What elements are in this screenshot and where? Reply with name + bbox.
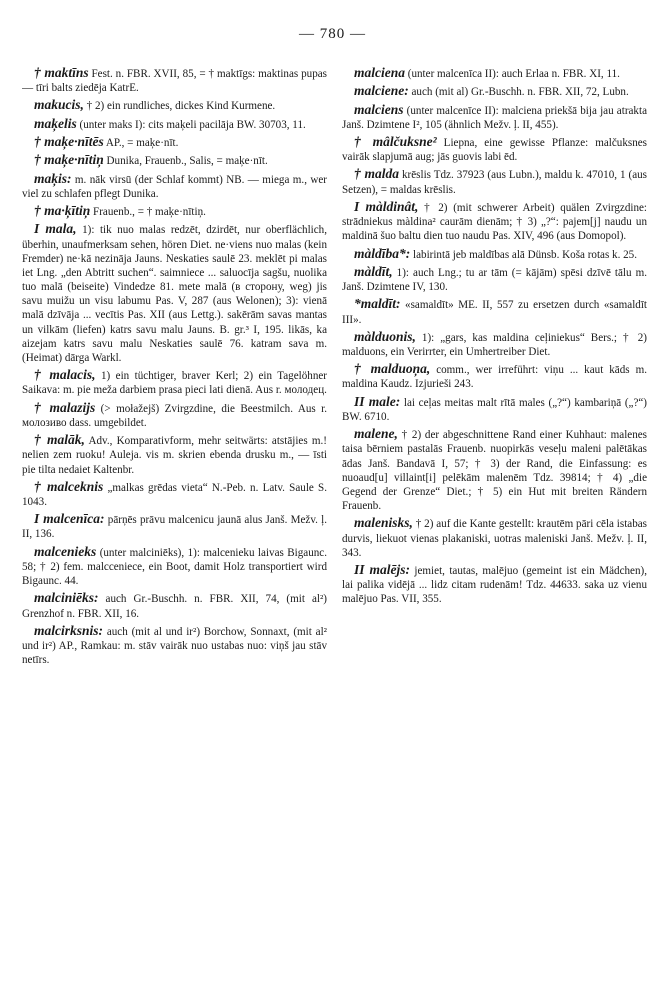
entry-headword: † maķe·nītiņ: [34, 152, 104, 168]
dictionary-entry: [342, 82, 647, 99]
entry-text: (> mołažejš) Zvirgzdine, die Beestmilch. Aus r. молозиво dass. umgebildet.: [22, 402, 327, 429]
dictionary-entry: [22, 622, 327, 668]
dictionary-entry: [342, 198, 647, 244]
entry-headword: † mâlčuksne²: [354, 133, 437, 149]
entry-headword: malcirksnis:: [34, 622, 104, 638]
entry-text: 1) ein tüchtiger, braver Kerl; 2) ein Tagelöhner Saikava: m. pie meža darbiem prasa pieci lati dienā. Aus r. молодец.: [22, 370, 327, 397]
dictionary-entry: [342, 514, 647, 560]
entry-headword: † malceknis: [34, 478, 104, 494]
entry-headword: II male:: [354, 393, 401, 409]
dictionary-entry: [22, 64, 327, 95]
entry-headword: *maldīt:: [354, 296, 401, 312]
entry-headword: màldīt,: [354, 263, 393, 279]
entry-text: comm., wer irreführt: viņu ... kaut kāds m. maldina Kaudz. Izjurieši 243.: [342, 364, 647, 391]
right-column: [342, 64, 647, 989]
entry-text: «samaldīt» ME. II, 557 zu ersetzen durch «samaldīt III».: [342, 299, 647, 326]
entry-headword: † malāk,: [34, 432, 85, 448]
dictionary-entry: [22, 133, 327, 150]
entry-text: (unter maks I): cits maķeli pacilāja BW. 30703, 11.: [76, 118, 306, 131]
entry-text: jemiet, tautas, malējuo (gemeint ist ein Mädchen), lai palika vidējā ... lidz citam rudenām! Tdz. 44633. saka uz vienu malējuo Pas. VII, 355.: [342, 564, 647, 606]
dictionary-entry: [22, 478, 327, 509]
entry-headword: malciene:: [354, 83, 409, 99]
dictionary-entry: [22, 589, 327, 620]
entry-text: (unter malcenīce II): malciena priekšā bija jau atrakta Janš. Dzimtene I², 105 (ähnlich Mežv. ļ. II, 455).: [342, 104, 647, 131]
entry-text: pārņēs prāvu malcenicu jaunā alus Janš. Mežv. ļ. II, 136.: [22, 514, 327, 541]
entry-headword: malciniēks:: [34, 590, 99, 606]
entry-text: „malkas grēdas vieta“ N.-Peb. n. Latv. Saule S. 1043.: [22, 481, 327, 508]
entry-text: Adv., Komparativform, mehr seitwärts: atstājies m.! nelien zem ruoku! Auleja. vis m. skrien ebenda drusku m., — īsti pie tilta nedaiet Kaltenbr.: [22, 435, 327, 476]
dictionary-entry: [342, 133, 647, 164]
entry-headword: maķelis: [34, 115, 77, 131]
entry-text: † 2) (mit schwerer Arbeit) quälen Zvirgzdine: strādniekus màldina² caurām dienām; † 3) „?“: pajem[j] naudu un maldinā šuo baltu dien tuo naudu Pas. XIV, 496 (aus Domopol).: [342, 201, 647, 243]
dictionary-entry: [22, 510, 327, 541]
entry-headword: II malējs:: [354, 561, 411, 577]
entry-text: 1): auch Lng.; tu ar tām (= kājām) spēsi dzīvē tālu m. Janš. Dzimtene IV, 130.: [342, 266, 647, 294]
entry-headword: I màldinât,: [354, 198, 419, 214]
dictionary-entry: [22, 399, 327, 430]
entry-text: lai ceļas meitas malt rītā males („?“) kambariņā („?“) BW. 6710.: [342, 396, 647, 423]
left-column: [22, 64, 327, 989]
entry-text: AP., = maķe·nīt.: [103, 136, 179, 149]
entry-headword: maķis:: [34, 170, 72, 186]
entry-text: 1): tik nuo malas redzēt, dzirdēt, nur oberflächlich, überhin, unaufmerksam sehen, hören Diet. ne·viens nuo malas (kein Fremder) ne·kā nezināja Jauns. Neskaties saulē 23. meklēt pi malas iet Lng. „den Abtritt suchen“. saimniece ... saluocīja sagšu, nuolika tuo malā (beiseite) Vindedze 81. mete malā (в сторону, weg) jis savu muižu un visu labumu Pas. V, 287 (aus Welonen); 3): vienā malā dzīvāja ... vecītis Pas. XII (aus Lettg.). sakērām savas mantas un vilkām (liefen) katrs savu malu Jauns. B. gr.³ I, 195. likās, ka aizejam katrs savu malu Neskaties saulē 76. katram sava m. (Heimat) dārga Warkl.: [22, 224, 327, 364]
dictionary-entry: [342, 425, 647, 513]
entry-text: † 2) ein rundliches, dickes Kind Kurmene.: [83, 100, 276, 113]
entry-headword: † maktīns: [34, 65, 89, 80]
dictionary-entry: [22, 115, 327, 132]
dictionary-entry: [342, 393, 647, 424]
entry-text: (unter malcenīca II): auch Erlaa n. FBR. XI, 11.: [405, 68, 620, 80]
entry-text: Dunika, Frauenb., Salis, = maķe·nīt.: [103, 155, 268, 168]
entry-headword: malenisks,: [354, 515, 413, 531]
entry-text: auch (mit al) Gr.-Buschh. n. FBR. XII, 72, Lubn.: [408, 86, 629, 99]
entry-text: Fest. n. FBR. XVII, 85, = † maktīgs: maktinas pupas — tīri balts ziedēja KatrE.: [22, 68, 327, 95]
dictionary-entry: [342, 101, 647, 132]
entry-headword: malciens: [354, 101, 404, 117]
entry-headword: † malazijs: [34, 399, 96, 415]
entry-headword: † malacis,: [34, 367, 96, 383]
entry-text: † 2) der abgeschnittene Rand einer Kuhhaut: malenes taisa bērniem pastalās Frauenb. nuopirkās veseļu maleni palētākas ādas Janš. Bandavā I, 57; † 3) der Rand, die Einfassung: es nuoaud[u] villaint[i] pelēkām malenēm Tdz. 39814; † 4) „die Gegend der Grenze“ Diet.; † 5) ein Hut mit breiten Rändern Frauenb.: [342, 429, 647, 513]
entry-text: m. nāk virsū (der Schlaf kommt) NB. — miega m., wer viel zu schlafen pflegt Dunika.: [22, 173, 327, 200]
entry-text: † 2) auf die Kante gestellt: krautēm pāri cēla istabas durvis, liekuot vienas plakaniski, uotras maleniski Janš. Mežv. ļ. II, 343.: [342, 518, 647, 559]
entry-headword: malene,: [354, 426, 398, 442]
entry-headword: malcenieks: [34, 543, 97, 559]
entry-headword: màlduonis,: [354, 328, 416, 344]
dictionary-entry: [22, 170, 327, 201]
dictionary-entry: [22, 96, 327, 113]
entry-text: Liepna, eine gewisse Pflanze: malčuksnes vairāk slapjumā aug; jās guovis labi ēd.: [342, 136, 647, 164]
dictionary-entry: [22, 543, 327, 589]
entry-text: Frauenb., = † maķe·nītiņ.: [90, 205, 206, 218]
entry-text: labirintā jeb maldības alā Dünsb. Koša rotas k. 25.: [410, 248, 638, 261]
entry-text: auch Gr.-Buschh. n. FBR. XII, 74, (mit al²) Grenzhof n. FBR. XII, 16.: [22, 593, 327, 620]
entry-text: auch (mit al und ir²) Borchow, Sonnaxt, (mit al² und ir²) AP., Ramkau: m. stāv vairāk nuo ustabas nuo: viņš jau stāv netīrs.: [22, 625, 327, 667]
dictionary-entry: [342, 64, 647, 81]
entry-headword: † ma·ķītiņ: [34, 202, 91, 218]
dictionary-entry: [342, 328, 647, 359]
dictionary-entry: [22, 220, 327, 365]
entry-headword: † maķe·nītēs: [34, 133, 104, 149]
entry-headword: † malda: [354, 166, 400, 182]
entry-headword: † malduoņa,: [354, 361, 431, 377]
page-number: — 780 —: [299, 26, 366, 42]
entry-text: 1): „gars, kas maldina ceļiniekus“ Bers.; † 2) malduons, ein Verirrter, ein Umhertreiber Diet.: [342, 331, 647, 358]
dictionary-entry: [22, 366, 327, 397]
dictionary-entry: [342, 263, 647, 294]
entry-text: krēslis Tdz. 37923 (aus Lubn.), maldu k. 47010, 1 (aus Setzen), = maldas krēslis.: [342, 169, 647, 196]
entry-headword: I malcenīca:: [34, 511, 105, 527]
entry-headword: I mala,: [34, 221, 77, 237]
dictionary-entry: [342, 295, 647, 326]
dictionary-entry: [342, 165, 647, 196]
dictionary-entry: [342, 360, 647, 391]
dictionary-entry: [22, 202, 327, 219]
dictionary-entry: [342, 245, 647, 262]
dictionary-entry: [22, 151, 327, 168]
entry-headword: malciena: [354, 65, 405, 80]
dictionary-entry: [22, 431, 327, 477]
entry-headword: màldība*:: [354, 245, 411, 261]
dictionary-entry: [342, 561, 647, 607]
entry-text: (unter malciniēks), 1): malcenieku laivas Bigaunc. 58; † 2) fem. malcceniece, ein Boot, damit Holz transportiert wird Bigaunc. 44.: [22, 546, 327, 588]
entry-headword: makucis,: [34, 97, 84, 113]
